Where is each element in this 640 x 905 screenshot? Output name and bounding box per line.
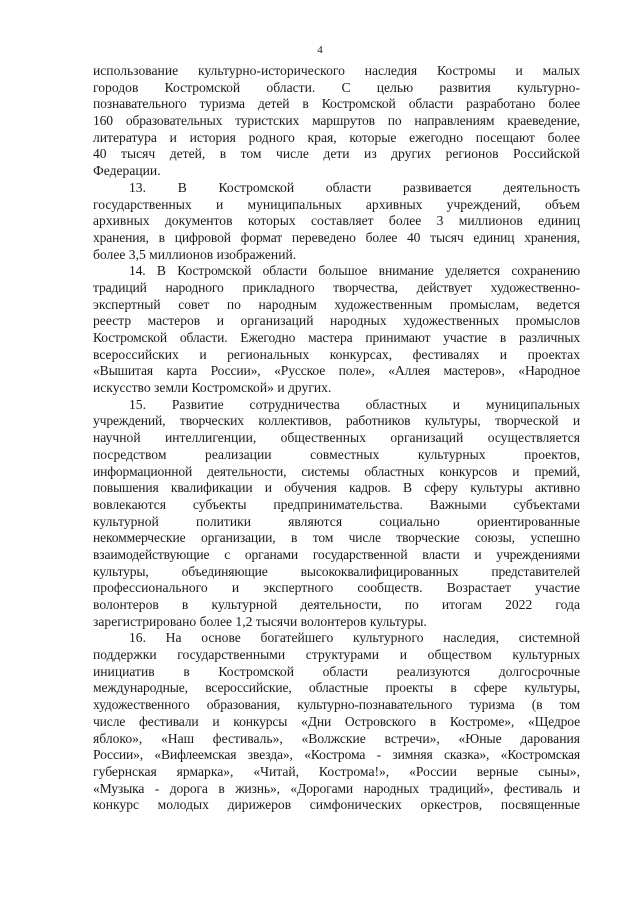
- text-line: посредством реализации совместных культурных проектов,: [93, 446, 580, 462]
- text-line: Костромской области. Ежегодно мастера принимают участие в различных: [93, 330, 580, 345]
- text-line: «Вышитая карта России», «Русское поле», «Аллея мастеров», «Народное: [93, 363, 580, 379]
- text-line: России», «Вифлеемская звезда», «Кострома - зимняя сказка», «Костромская: [93, 747, 580, 763]
- text-line: «Музыка - дорога в жизнь», «Дорогами народных традиций», фестиваль и: [93, 780, 580, 796]
- text-line: информационной деятельности, системы областных конкурсов и премий,: [93, 463, 580, 479]
- text-line: искусство земли Костромской» и других.: [93, 380, 332, 396]
- text-line: хранения, в цифровой формат переведено более 40 тысяч единиц хранения,: [93, 229, 580, 245]
- text-line: числе фестивали и конкурсы «Дни Островского в Костроме», «Щедрое: [93, 713, 580, 729]
- text-line: реестр мастеров и организаций народных художественных промыслов: [93, 313, 580, 329]
- text-line: всероссийских и региональных конкурсах, фестивалях и проектах: [93, 346, 580, 362]
- text-line: городов Костромской области. С целью развития культурно-: [93, 79, 580, 95]
- text-line: профессионального и экспертного сообществ. Возрастает участие: [93, 580, 580, 596]
- text-line: культурной политики являются социально ориентированные: [93, 513, 580, 529]
- text-line: 15. Развитие сотрудничества областных и муниципальных: [129, 396, 580, 412]
- text-line: некоммерческие организации, в том числе творческие союзы, успешно: [93, 530, 580, 546]
- text-line: научной интеллигенции, общественных организаций осуществляется: [93, 430, 580, 446]
- text-line: 16. На основе богатейшего культурного наследия, системной: [129, 630, 580, 646]
- text-line: учреждений, творческих коллективов, работников культуры, творческой и: [93, 413, 580, 429]
- text-line: 40 тысяч детей, в том числе дети из других регионов Российской: [93, 146, 580, 162]
- text-line: более 3,5 миллионов изображений.: [93, 246, 297, 262]
- text-line: зарегистрировано более 1,2 тысячи волонтеров культуры.: [93, 613, 427, 629]
- page-number: 4: [317, 44, 323, 56]
- text-line: познавательного туризма детей в Костромской области разработано более: [93, 96, 580, 112]
- text-line: волонтеров в культурной деятельности, по итогам 2022 года: [93, 597, 580, 612]
- text-line: государственных и муниципальных архивных учреждений, объем: [93, 196, 580, 212]
- body-text: [93, 63, 580, 814]
- text-line: 13. В Костромской области развивается деятельность: [129, 179, 580, 195]
- text-line: губернская ярмарка», «Читай, Кострома!», «России верные сыны»,: [93, 763, 580, 779]
- text-line: взаимодействующие с органами государственной власти и учреждениями: [93, 546, 580, 562]
- text-line: международные, всероссийские, областные проекты в сфере культуры,: [93, 680, 580, 696]
- text-line: литература и история родного края, которые ежегодно посещают более: [93, 129, 580, 145]
- text-line: художественного образования, культурно-познавательного туризма (в том: [93, 697, 580, 713]
- text-line: повышения квалификации и обучения кадров. В сферу культуры активно: [93, 480, 580, 496]
- text-line: экспертный совет по народным художественным промыслам, ведется: [93, 296, 580, 312]
- text-line: инициатив в Костромской области реализуются долгосрочные: [93, 663, 580, 679]
- text-line: традиций народного прикладного творчества, действует художественно-: [93, 279, 580, 295]
- text-line: 14. В Костромской области большое внимание уделяется сохранению: [129, 263, 580, 279]
- text-line: конкурс молодых дирижеров симфонических оркестров, посвященные: [93, 797, 580, 813]
- text-line: 160 образовательных туристских маршрутов по направлениям краеведение,: [93, 113, 580, 129]
- text-line: яблоко», «Наш фестиваль», «Волжские встречи», «Юные дарования: [93, 730, 580, 746]
- text-line: архивных документов которых составляет более 3 миллионов единиц: [93, 213, 580, 229]
- text-line: вовлекаются субъекты предпринимательства. Важными субъектами: [93, 496, 580, 512]
- text-line: поддержки государственными структурами и обществом культурных: [93, 647, 580, 663]
- text-line: использование культурно-исторического наследия Костромы и малых: [93, 63, 580, 78]
- text-line: культуры, объединяющие высококвалифицированных представителей: [93, 563, 580, 579]
- text-line: Федерации.: [93, 163, 161, 179]
